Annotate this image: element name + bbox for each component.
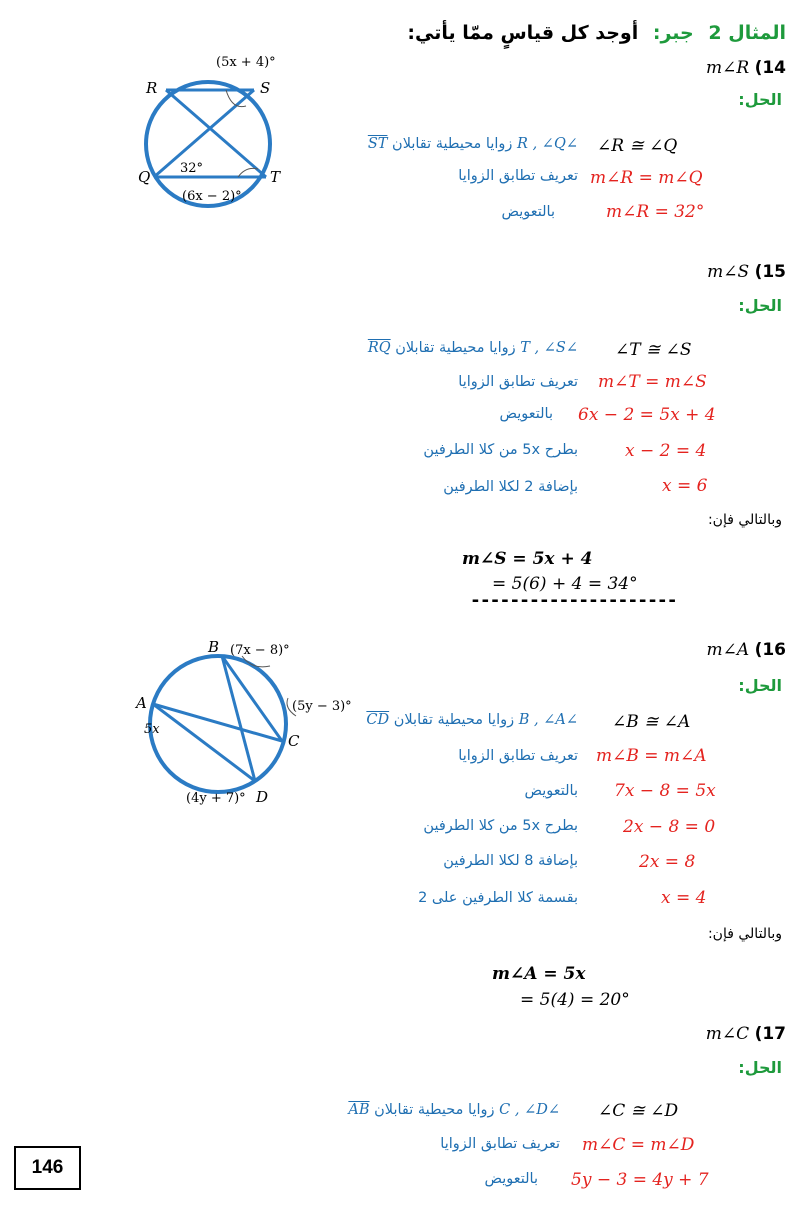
result-line-1: m∠S = 5x + 4 bbox=[462, 549, 593, 569]
step-reason: ∠B , ∠A زوايا محيطية تقابلان CD bbox=[366, 712, 578, 728]
step-eq: ∠C ≅ ∠D bbox=[598, 1101, 679, 1121]
chord-sq bbox=[154, 90, 254, 177]
problem-16-title: m∠A (16 bbox=[706, 640, 786, 660]
step-reason: تعريف تطابق الزوايا bbox=[458, 374, 578, 390]
solution-label: الحل: bbox=[738, 296, 782, 315]
step-reason: بإضافة 8 لكلا الطرفين bbox=[443, 853, 578, 869]
step-reason: تعريف تطابق الزوايا bbox=[440, 1136, 560, 1152]
result-line-1: m∠A = 5x bbox=[492, 964, 586, 984]
example-header bbox=[407, 22, 786, 44]
figure-circle-abcd bbox=[92, 638, 352, 816]
problem-14-title: m∠R (14 bbox=[705, 58, 786, 78]
example-label: المثال 2 bbox=[708, 22, 786, 44]
step-eq: 6x − 2 = 5x + 4 bbox=[578, 405, 716, 425]
arc-label-bottom: (6x − 2)° bbox=[182, 189, 242, 204]
step-eq: x = 4 bbox=[661, 888, 707, 908]
step-reason: بقسمة كلا الطرفين على 2 bbox=[418, 890, 578, 906]
label-R: R bbox=[146, 79, 158, 97]
step-eq: ∠B ≅ ∠A bbox=[612, 712, 691, 732]
step-reason: بطرح 5x من كلا الطرفين bbox=[423, 818, 578, 834]
step-reason: بالتعويض bbox=[499, 406, 553, 422]
arc-label-top: (7x − 8)° bbox=[230, 643, 290, 658]
label-B: B bbox=[208, 638, 220, 656]
step-eq: ∠T ≅ ∠S bbox=[615, 340, 692, 360]
label-T: T bbox=[270, 168, 281, 186]
step-eq: 2x = 8 bbox=[639, 852, 696, 872]
step-reason: بالتعويض bbox=[501, 204, 555, 220]
step-eq: m∠R = 32° bbox=[606, 202, 705, 222]
step-reason: بالتعويض bbox=[524, 783, 578, 799]
label-A: A bbox=[136, 694, 147, 712]
step-reason: بإضافة 2 لكلا الطرفين bbox=[443, 479, 578, 495]
step-eq: m∠R = m∠Q bbox=[590, 168, 703, 188]
therefore-label: وبالتالي فإن: bbox=[707, 926, 782, 942]
label-D: D bbox=[256, 788, 269, 806]
step-eq: m∠C = m∠D bbox=[582, 1135, 695, 1155]
chord-bd bbox=[222, 656, 255, 781]
page-number: 146 bbox=[14, 1146, 81, 1190]
step-reason: بطرح 5x من كلا الطرفين bbox=[423, 442, 578, 458]
step-eq: x − 2 = 4 bbox=[625, 441, 707, 461]
figure-circle-rsqt bbox=[108, 48, 308, 228]
problem-17-title: m∠C (17 bbox=[705, 1024, 786, 1044]
chord-bc bbox=[222, 656, 282, 741]
separator: --------------------- bbox=[470, 590, 677, 611]
step-reason: تعريف تطابق الزوايا bbox=[458, 748, 578, 764]
step-eq: x = 6 bbox=[662, 476, 708, 496]
label-C: C bbox=[288, 732, 300, 750]
label-S: S bbox=[260, 79, 271, 97]
problem-15-title: m∠S (15 bbox=[707, 262, 786, 282]
step-eq: ∠R ≅ ∠Q bbox=[597, 136, 678, 156]
step-eq: m∠B = m∠A bbox=[596, 746, 707, 766]
step-eq: m∠T = m∠S bbox=[598, 372, 707, 392]
result-line-2: = 5(4) = 20° bbox=[520, 990, 630, 1010]
step-reason: تعريف تطابق الزوايا bbox=[458, 168, 578, 184]
step-reason: ∠C , ∠D زوايا محيطية تقابلان AB bbox=[348, 1102, 560, 1118]
result-line-2: = 5(6) + 4 = 34° bbox=[492, 574, 638, 594]
instruction-text: أوجد كل قياسٍ ممّا يأتي: bbox=[407, 22, 639, 44]
therefore-label: وبالتالي فإن: bbox=[707, 512, 782, 528]
arc-label-bottom: (4y + 7)° bbox=[186, 791, 246, 806]
solution-label: الحل: bbox=[738, 676, 782, 695]
step-eq: 7x − 8 = 5x bbox=[614, 781, 716, 801]
step-reason: بالتعويض bbox=[484, 1171, 538, 1187]
label-Q: Q bbox=[138, 168, 151, 186]
step-eq: 2x − 8 = 0 bbox=[623, 817, 716, 837]
step-reason: ∠T , ∠S زوايا محيطية تقابلان RQ bbox=[367, 340, 578, 356]
solution-label: الحل: bbox=[738, 1058, 782, 1077]
step-reason: ∠R , ∠Q زوايا محيطية تقابلان ST bbox=[367, 136, 578, 152]
chord-ac bbox=[153, 704, 282, 741]
arc-label-right: (5y − 3)° bbox=[292, 699, 352, 714]
step-eq: 5y − 3 = 4y + 7 bbox=[571, 1170, 709, 1190]
topic-label: جبر: bbox=[652, 22, 694, 44]
angle-label-q: 32° bbox=[180, 161, 204, 176]
circle bbox=[146, 82, 270, 206]
arc-label-top: (5x + 4)° bbox=[216, 55, 276, 70]
arc-label-left: 5x bbox=[144, 722, 160, 737]
solution-label: الحل: bbox=[738, 90, 782, 109]
